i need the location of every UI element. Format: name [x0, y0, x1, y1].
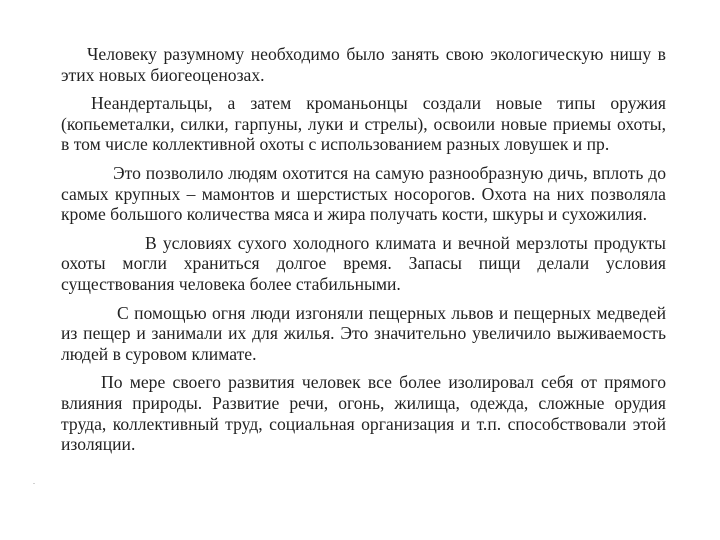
- paragraph-6: По мере своего развития человек все более изолировал себя от прямого влияния природы. Развитие речи, огонь, жилища, одежда, сложные орудия труда, коллективный труд, социальная организация и т.п. способствовали этой изоляции.: [61, 372, 666, 455]
- paragraph-3: Это позволило людям охотится на самую разнообразную дичь, вплоть до самых крупных – мамонтов и шерстистых носорогов. Охота на них позволяла кроме большого количества мяса и жира получать кости, шкуры и сухожилия.: [61, 162, 666, 225]
- paragraph-2: Неандертальцы, а затем кроманьонцы создали новые типы оружия (копьеметалки, силки, гарпуны, луки и стрелы), освоили новые приемы охоты, в том числе коллективной охоты с использованием разных ловушек и пр.: [61, 93, 666, 155]
- paragraph-4: В условиях сухого холодного климата и вечной мерзлоты продукты охоты могли храниться долгое время. Запасы пищи делали условия существования человека более стабильными.: [61, 232, 666, 294]
- paragraph-1: Человеку разумному необходимо было занять свою экологическую нишу в этих новых биогеоценозах.: [61, 44, 666, 85]
- body-text: [61, 44, 666, 463]
- footer-mark: .: [33, 477, 35, 486]
- paragraph-5: С помощью огня люди изгоняли пещерных львов и пещерных медведей из пещер и занимали их для жилья. Это значительно увеличило выживаемость людей в суровом климате.: [61, 302, 666, 364]
